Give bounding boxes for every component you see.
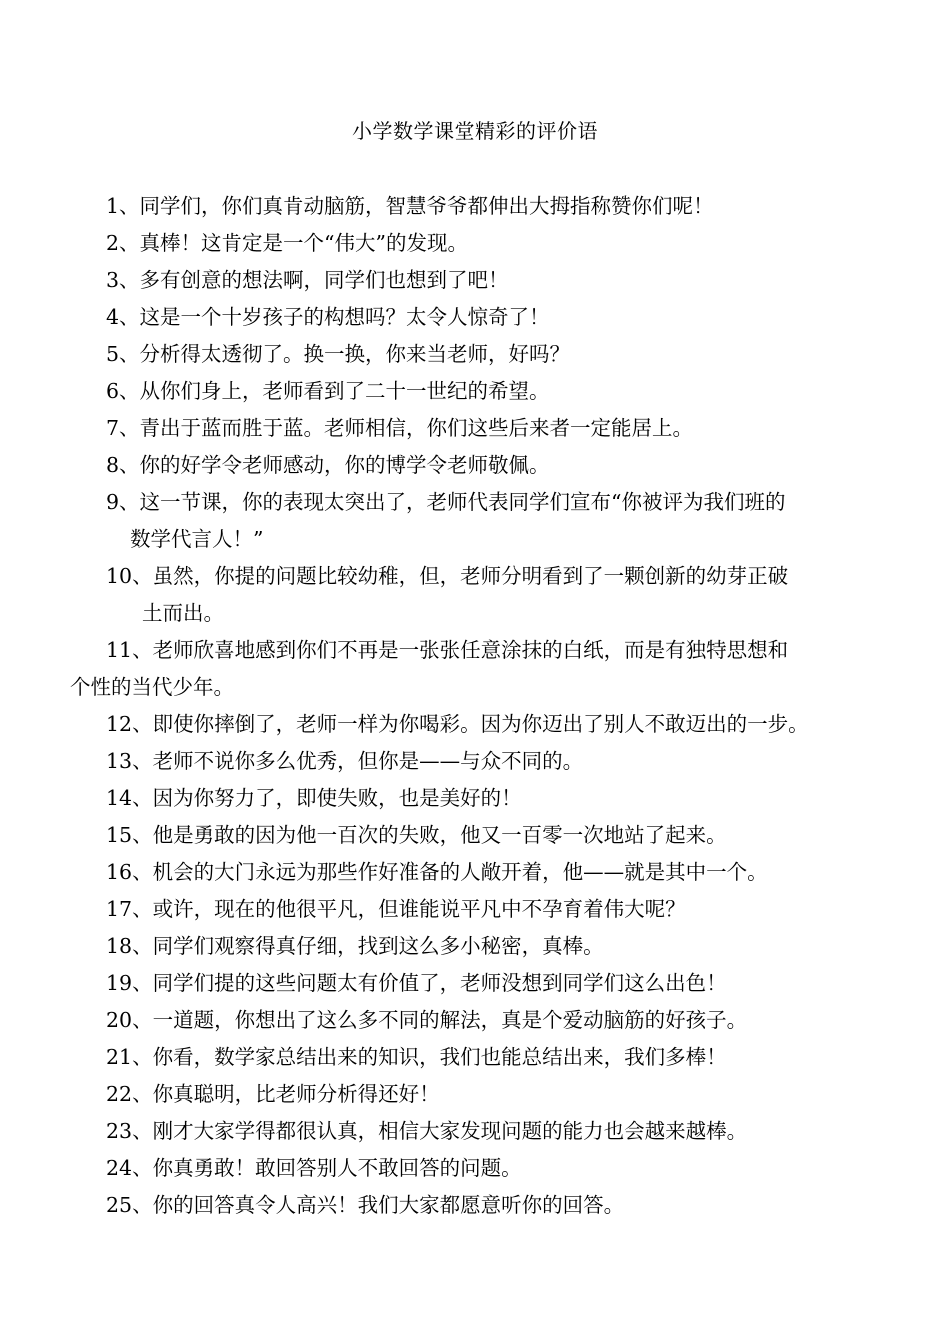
list-item: [70, 1187, 870, 1224]
item-text-continuation: 个性的当代少年。: [70, 675, 234, 699]
list-item: [70, 1039, 870, 1076]
list-item: [70, 706, 870, 743]
item-text: 6、从你们身上，老师看到了二十一世纪的希望。: [106, 379, 550, 403]
list-item: [70, 1113, 870, 1150]
item-text: 9、这一节课，你的表现太突出了，老师代表同学们宣布“你被评为我们班的: [106, 490, 786, 514]
item-text: 8、你的好学令老师感动，你的博学令老师敬佩。: [106, 453, 550, 477]
list-item: [70, 780, 870, 817]
item-text: 13、老师不说你多么优秀，但你是——与众不同的。: [106, 749, 584, 773]
item-text: 7、青出于蓝而胜于蓝。老师相信，你们这些后来者一定能居上。: [106, 416, 694, 440]
item-text: 18、同学们观察得真仔细，找到这么多小秘密，真棒。: [106, 934, 604, 958]
list-item: [70, 928, 870, 965]
list-item: [70, 188, 870, 225]
item-text: 15、他是勇敢的因为他一百次的失败，他又一百零一次地站了起来。: [106, 823, 727, 847]
item-text: 17、或许，现在的他很平凡，但谁能说平凡中不孕育着伟大呢？: [106, 897, 686, 921]
item-text: 23、刚才大家学得都很认真，相信大家发现问题的能力也会越来越棒。: [106, 1119, 748, 1143]
list-item: [70, 1002, 870, 1039]
list-item: [70, 447, 870, 484]
list-item: [70, 410, 870, 447]
list-item: [70, 632, 870, 706]
list-item: [70, 965, 870, 1002]
item-text: 1、同学们，你们真肯动脑筋，智慧爷爷都伸出大拇指称赞你们呢！: [106, 194, 714, 218]
item-text: 19、同学们提的这些问题太有价值了，老师没想到同学们这么出色！: [106, 971, 727, 995]
list-item: [70, 299, 870, 336]
item-text: 2、真棒！这肯定是一个“伟大”的发现。: [106, 231, 469, 255]
item-text: 14、因为你努力了，即使失败，也是美好的！: [106, 786, 522, 810]
item-text: 16、机会的大门永远为那些作好准备的人敞开着，他——就是其中一个。: [106, 860, 768, 884]
item-text: 21、你看，数学家总结出来的知识，我们也能总结出来，我们多棒！: [106, 1045, 727, 1069]
list-item: [70, 891, 870, 928]
item-text: 10、虽然，你提的问题比较幼稚，但，老师分明看到了一颗创新的幼芽正破: [106, 564, 789, 588]
list-item: [70, 373, 870, 410]
item-text-continuation: 土而出。: [142, 601, 224, 625]
list-item: [70, 817, 870, 854]
list-item: [70, 225, 870, 262]
item-text: 22、你真聪明，比老师分析得还好！: [106, 1082, 440, 1106]
item-text: 20、一道题，你想出了这么多不同的解法，真是个爱动脑筋的好孩子。: [106, 1008, 748, 1032]
list-item: [70, 1076, 870, 1113]
evaluation-list: [70, 188, 870, 1224]
item-text-continuation: 数学代言人！”: [130, 527, 264, 551]
list-item: [70, 1150, 870, 1187]
item-text: 24、你真勇敢！敢回答别人不敢回答的问题。: [106, 1156, 522, 1180]
item-text: 25、你的回答真令人高兴！我们大家都愿意听你的回答。: [106, 1193, 625, 1217]
list-item: [70, 854, 870, 891]
document-title: 小学数学课堂精彩的评价语: [352, 119, 598, 143]
item-text: 11、老师欣喜地感到你们不再是一张张任意涂抹的白纸，而是有独特思想和: [106, 638, 789, 662]
item-text: 4、这是一个十岁孩子的构想吗？太令人惊奇了！: [106, 305, 550, 329]
list-item: [70, 336, 870, 373]
item-text: 5、分析得太透彻了。换一换，你来当老师，好吗？: [106, 342, 571, 366]
item-text: 12、即使你摔倒了，老师一样为你喝彩。因为你迈出了别人不敢迈出的一步。: [106, 712, 809, 736]
list-item: [70, 484, 870, 558]
list-item: [70, 743, 870, 780]
list-item: [70, 262, 870, 299]
list-item: [70, 558, 870, 632]
item-text: 3、多有创意的想法啊，同学们也想到了吧！: [106, 268, 509, 292]
